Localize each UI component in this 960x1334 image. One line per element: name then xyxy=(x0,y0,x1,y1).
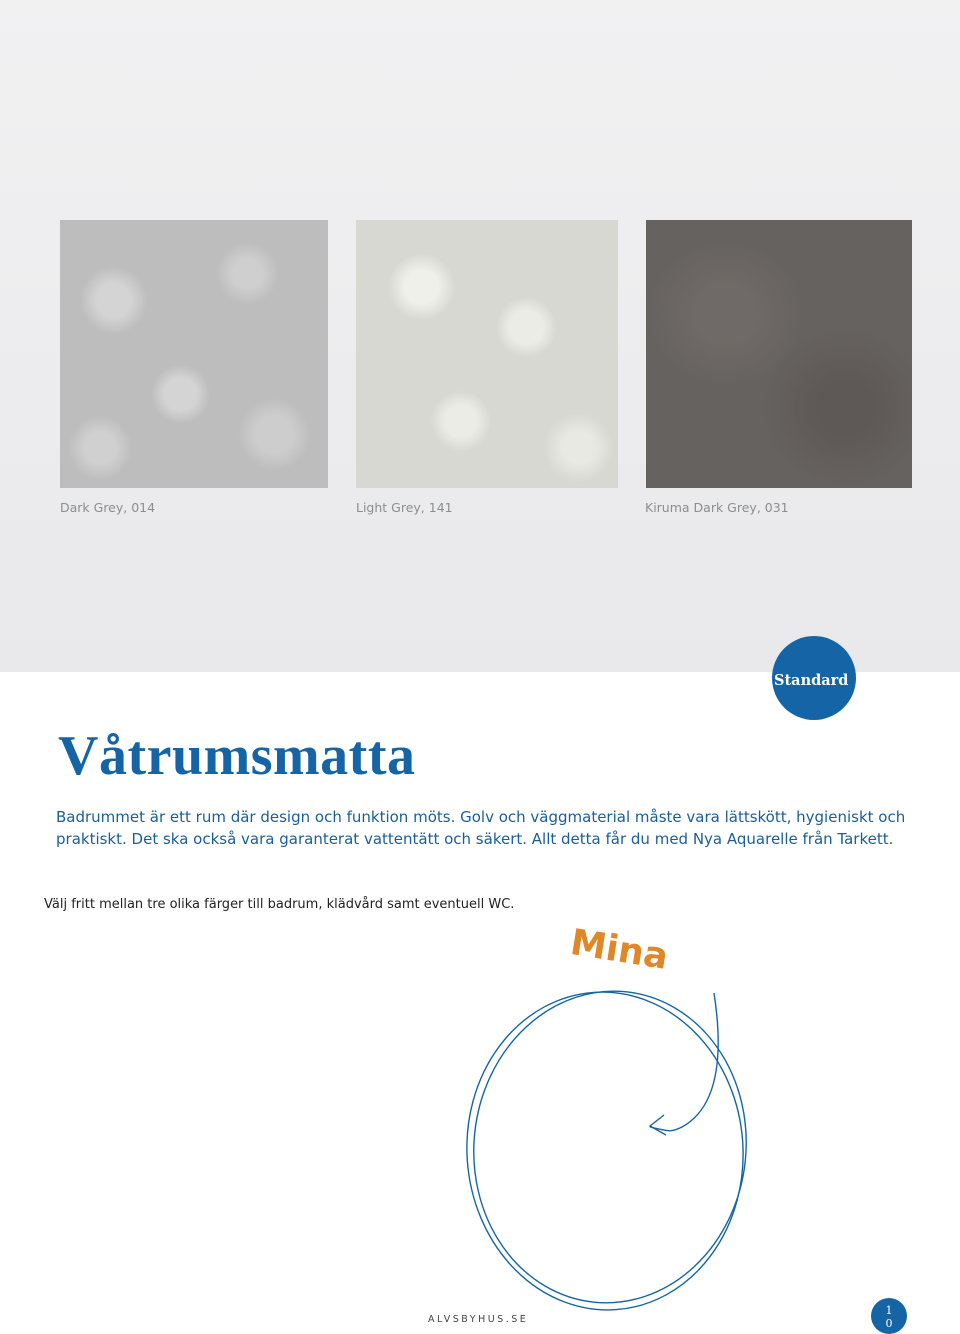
standard-badge-label: Standard xyxy=(774,672,849,689)
drawn-circle-inner xyxy=(458,978,760,1317)
page-title: Våtrumsmatta xyxy=(58,725,416,787)
page-number-digit-2: 0 xyxy=(885,1317,893,1330)
page-number-digit-1: 1 xyxy=(885,1304,893,1317)
intro-paragraph: Badrummet är ett rum där design och funktion möts. Golv och väggmaterial måste vara lättskött, hygieniskt och praktiskt. Det ska också vara garanterat vattentätt och säkert. Allt detta får du med Nya Aquarelle från Tarkett. xyxy=(56,808,906,848)
footer-website: ALVSBYHUS.SE xyxy=(428,1314,529,1325)
swatch-label-dark-grey: Dark Grey, 014 xyxy=(60,500,156,515)
handwritten-annotation: Mina xyxy=(567,922,671,978)
swatch-dark-grey xyxy=(60,220,328,488)
swatch-label-kiruma-dark-grey: Kiruma Dark Grey, 031 xyxy=(645,500,789,515)
choose-colors-text: Välj fritt mellan tre olika färger till badrum, klädvård samt eventuell WC. xyxy=(44,897,515,912)
swatch-kiruma-dark-grey xyxy=(646,220,912,488)
swatch-label-light-grey: Light Grey, 141 xyxy=(356,500,453,515)
swatch-light-grey xyxy=(356,220,618,488)
standard-badge xyxy=(772,636,856,720)
drawn-arrow-head xyxy=(650,1115,666,1135)
hand-drawn-circle-with-arrow xyxy=(430,955,760,1320)
drawn-circle-outer xyxy=(456,983,754,1319)
page-number-badge xyxy=(871,1298,907,1334)
